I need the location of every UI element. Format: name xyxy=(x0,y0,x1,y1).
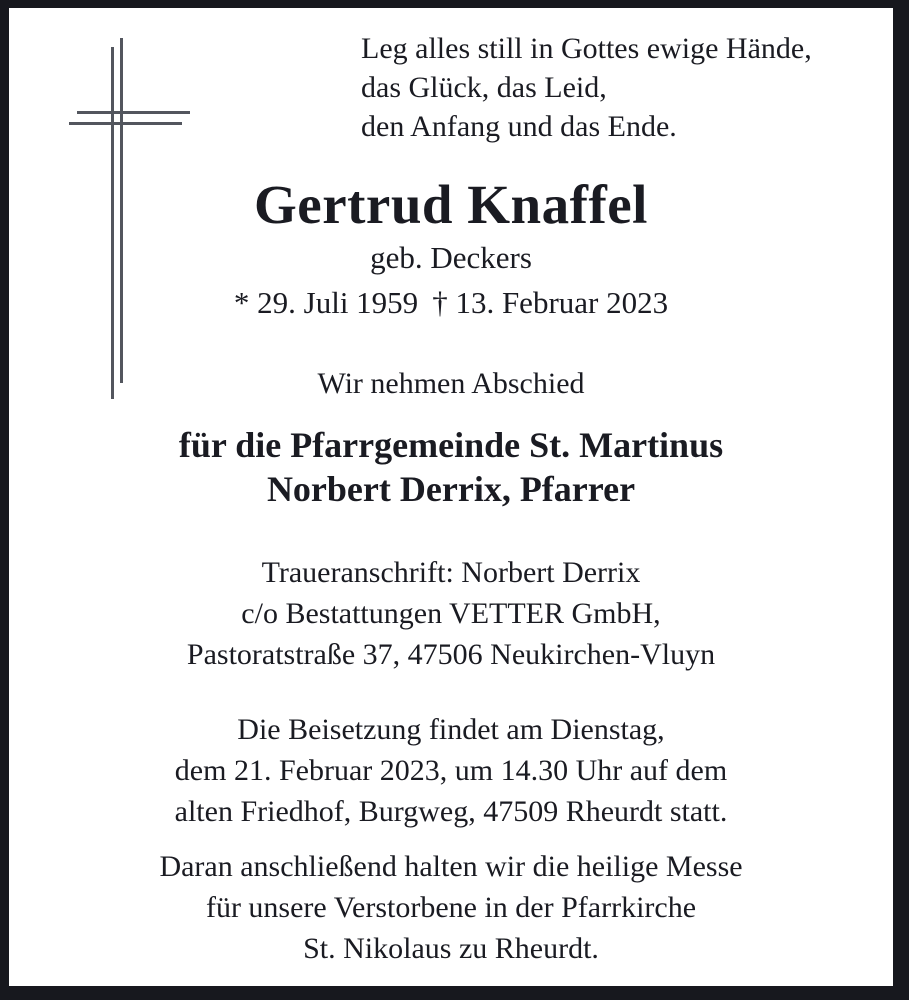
mourning-address-line-1: Traueranschrift: Norbert Derrix xyxy=(261,556,641,589)
congregation-line-2: Norbert Derrix, Pfarrer xyxy=(266,469,636,509)
congregation-block xyxy=(9,423,893,511)
congregation-line-1: für die Pfarrgemeinde St. Martinus xyxy=(178,425,724,465)
burial-info-block xyxy=(9,709,893,832)
mourning-address-line-3: Pastoratstraße 37, 47506 Neukirchen-Vluyn xyxy=(186,638,716,671)
death-date: 13. Februar 2023 xyxy=(455,285,669,320)
mourning-address-line-2: c/o Bestattungen VETTER GmbH, xyxy=(241,597,661,630)
deceased-name-block xyxy=(9,174,893,326)
verse-line-1: Leg alles still in Gottes ewige Hände, xyxy=(361,32,812,65)
burial-info-line-3: alten Friedhof, Burgweg, 47509 Rheurdt statt. xyxy=(174,795,728,828)
notice-card xyxy=(9,8,893,986)
frame-border-right xyxy=(893,0,909,1000)
mass-info-line-2: für unsere Verstorbene in der Pfarrkirche xyxy=(205,891,697,924)
burial-info-line-1: Die Beisetzung findet am Dienstag, xyxy=(237,713,665,746)
verse-line-3: den Anfang und das Ende. xyxy=(361,110,677,143)
verse-line-2: das Glück, das Leid, xyxy=(361,71,607,104)
life-dates xyxy=(9,280,893,326)
mass-info-line-1: Daran anschließend halten wir die heilige Messe xyxy=(159,850,743,883)
frame-border-left xyxy=(0,0,9,1000)
deceased-name: Gertrud Knaffel xyxy=(254,174,648,235)
mourning-address-block xyxy=(9,552,893,675)
birth-date: 29. Juli 1959 xyxy=(257,285,419,320)
deceased-maiden-name: geb. Deckers xyxy=(370,240,532,275)
birth-symbol: * xyxy=(233,285,250,320)
memorial-verse xyxy=(361,29,881,146)
farewell-line: Wir nehmen Abschied xyxy=(317,367,585,400)
cross-horizontal-stroke-front xyxy=(69,122,182,125)
frame-border-top xyxy=(0,0,909,8)
cross-horizontal-stroke-back xyxy=(77,111,190,114)
frame-border-bottom xyxy=(0,986,909,1000)
burial-info-line-2: dem 21. Februar 2023, um 14.30 Uhr auf dem xyxy=(174,754,728,787)
death-symbol: † xyxy=(432,285,448,320)
mass-info-block xyxy=(9,846,893,969)
mass-info-line-3: St. Nikolaus zu Rheurdt. xyxy=(303,932,599,965)
